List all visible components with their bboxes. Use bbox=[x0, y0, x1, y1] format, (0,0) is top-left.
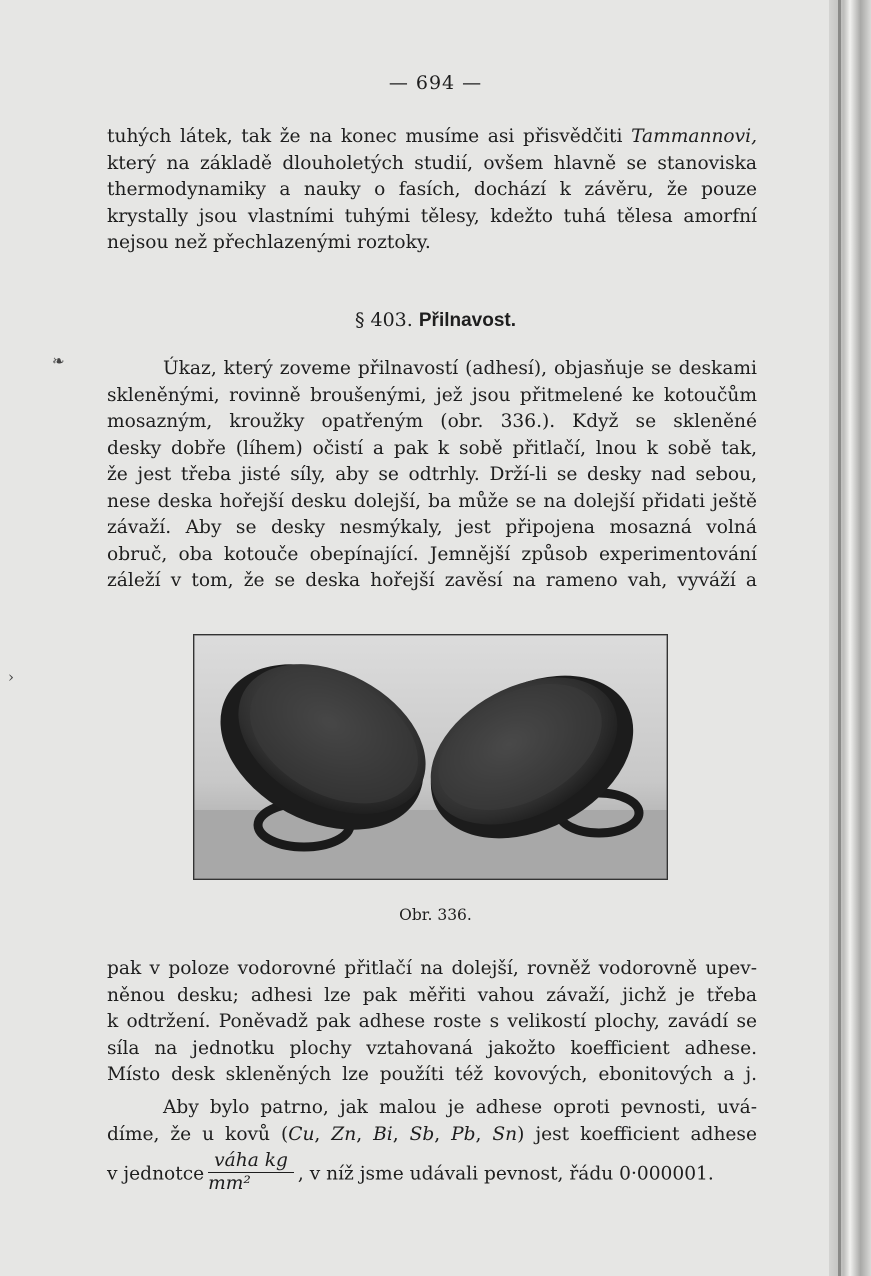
text-line: skleněnými, rovinně broušenými, jež jsou přitmelené ke kotoučům bbox=[107, 384, 757, 406]
text-line: desky dobře (líhem) očistí a pak k sobě přitlačí, lnou k sobě tak, bbox=[107, 437, 757, 459]
text-line: tuhých látek, tak že na konec musíme asi přisvědčiti Tammannovi, bbox=[107, 126, 757, 147]
text-line: díme, že u kovů (Cu, Zn, Bi, Sb, Pb, Sn) jest koefficient adhese bbox=[107, 1123, 757, 1145]
page-edge bbox=[829, 0, 871, 1276]
paragraph-4 bbox=[107, 1095, 757, 1197]
text-line: thermodynamiky a nauky o fasích, dochází k závěru, že pouze bbox=[107, 179, 757, 200]
section-heading bbox=[0, 309, 871, 332]
text-line: obruč, oba kotouče obepínající. Jemnější způsob experimentování bbox=[107, 543, 757, 565]
paragraph-1 bbox=[107, 124, 757, 257]
margin-mark: ❧ bbox=[52, 352, 65, 370]
unit-fraction: $\frac{\text{váha kg}}{\text{mm²}}$ bbox=[208, 1150, 294, 1195]
text-line: nese deska hořejší desku dolejší, ba může se na dolejší přidati ještě bbox=[107, 490, 757, 512]
text-line: Úkaz, který zoveme přilnavostí (adhesí), objasňuje se deskami bbox=[163, 358, 757, 379]
text-line: závaží. Aby se desky nesmýkaly, jest připojena mosazná volná bbox=[107, 517, 757, 538]
text-line: síla na jednotku plochy vztahovaná jakožto koefficient adhese. bbox=[107, 1037, 757, 1059]
text-line: záleží v tom, že se deska hořejší zavěsí na rameno vah, vyváží a bbox=[107, 570, 757, 591]
figure-caption: Obr. 336. bbox=[399, 906, 472, 924]
section-title: Přilnavost. bbox=[418, 310, 517, 331]
paragraph-2 bbox=[107, 356, 757, 595]
figure-photo-adhesion-discs bbox=[193, 634, 668, 880]
text-line: v jednotce $\frac{\text{váha kg}}{\text{mm²}}$ , v níž jsme udávali pevnost, řádu 0·000001. bbox=[107, 1150, 714, 1194]
text-line: že jest třeba jisté síly, aby se odtrhly. Drží-li se desky nad sebou, bbox=[107, 464, 757, 485]
page-edge-shadow bbox=[838, 0, 841, 1276]
text-line: který na základě dlouholetých studií, ovšem hlavně se stanoviska bbox=[107, 152, 757, 174]
text-line: něnou desku; adhesi lze pak měřiti vahou závaží, jichž je třeba bbox=[107, 984, 757, 1006]
text-line: Aby bylo patrno, jak malou je adhese oproti pevnosti, uvá- bbox=[163, 1097, 757, 1118]
text-line: pak v poloze vodorovné přitlačí na dolejší, rovněž vodorovně upev- bbox=[107, 958, 757, 979]
page-number: — 694 — bbox=[388, 72, 483, 94]
margin-mark: › bbox=[8, 668, 14, 686]
text-line: k odtržení. Poněvadž pak adhese roste s velikostí plochy, zavádí se bbox=[107, 1011, 757, 1032]
text-line: mosazným, kroužky opatřeným (obr. 336.). Když se skleněné bbox=[107, 411, 757, 432]
text-line: Místo desk skleněných lze použíti též kovových, ebonitových a j. bbox=[107, 1064, 757, 1085]
text-line: krystally jsou vlastními tuhými tělesy, kdežto tuhá tělesa amorfní bbox=[107, 205, 757, 227]
paragraph-3 bbox=[107, 956, 757, 1089]
text-line: nejsou než přechlazenými roztoky. bbox=[107, 232, 431, 253]
section-number: § 403. bbox=[354, 309, 413, 331]
